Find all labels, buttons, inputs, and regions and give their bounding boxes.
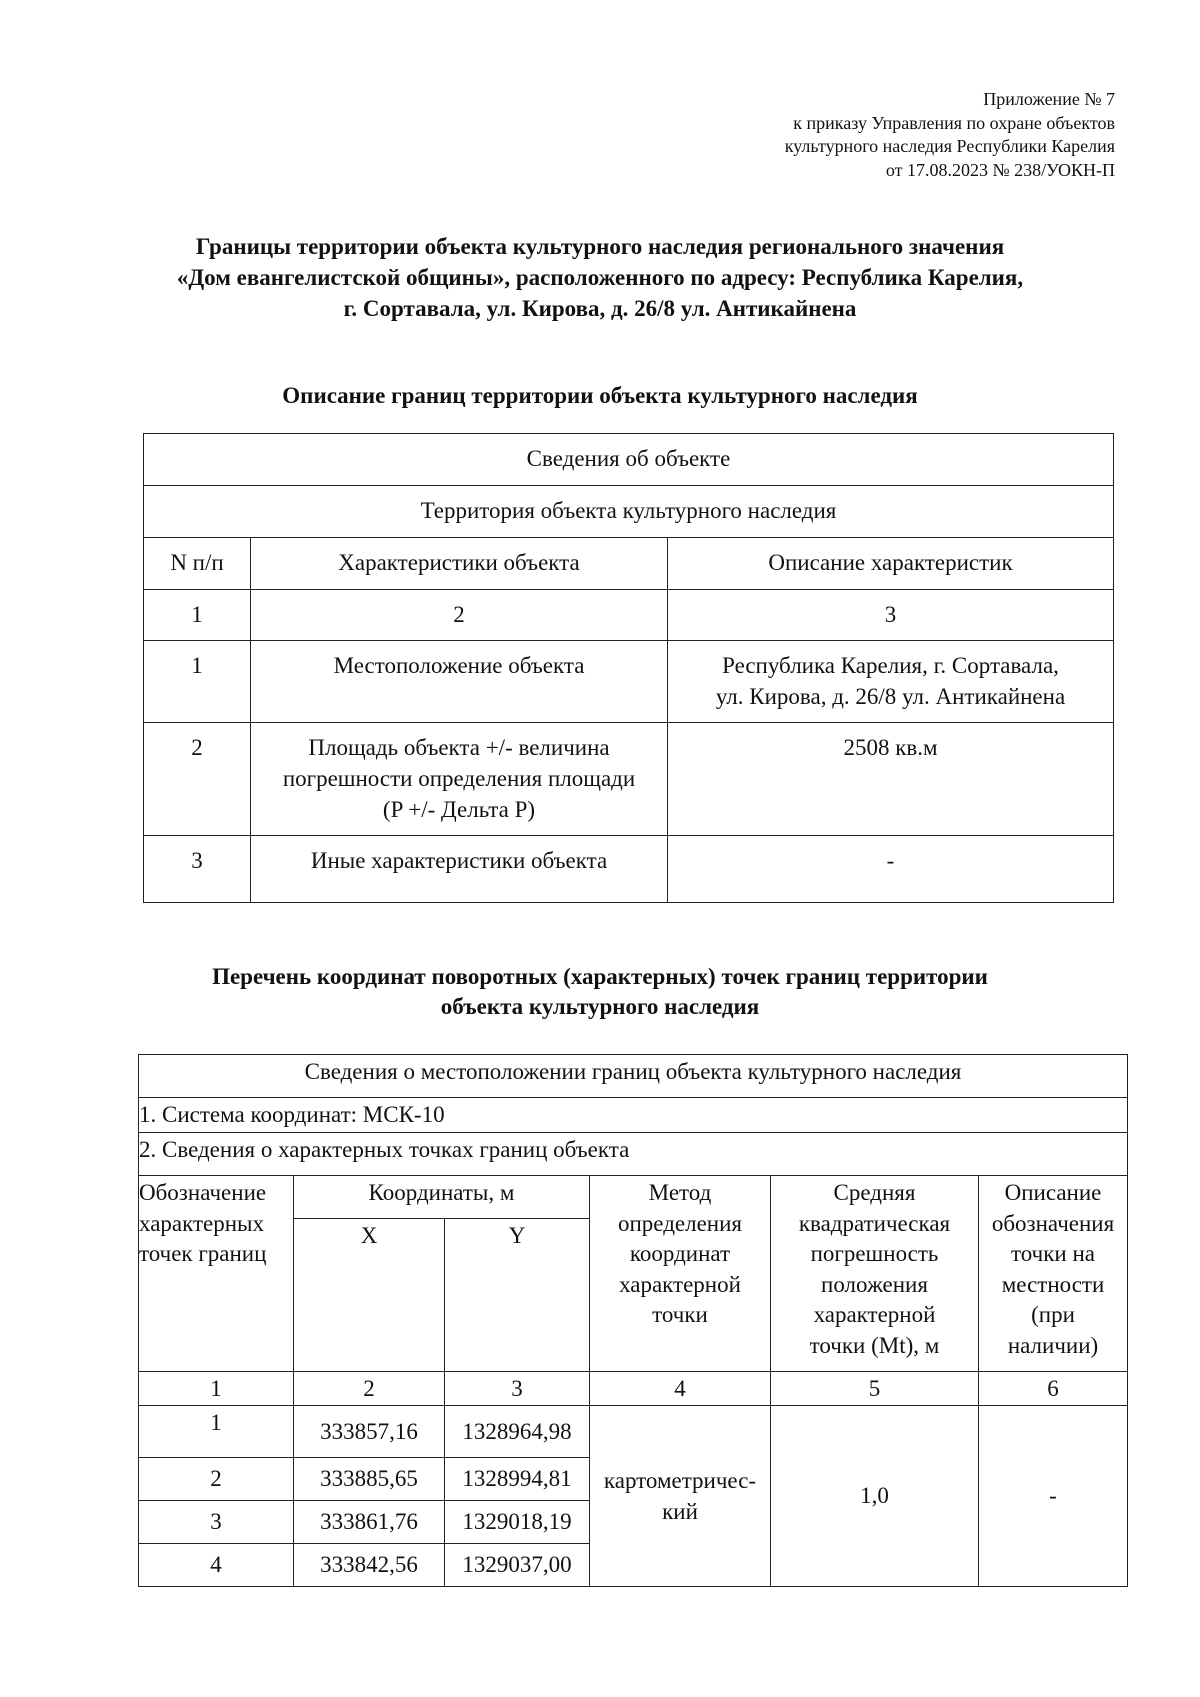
- text-line: погрешность: [810, 1241, 939, 1266]
- object-info-table: [143, 433, 1114, 903]
- table-row: [139, 1405, 1128, 1457]
- column-header-method: [590, 1176, 771, 1372]
- point-x: 333857,16: [294, 1405, 445, 1457]
- text-line: Площадь объекта +/- величина: [308, 735, 610, 760]
- point-number: 3: [139, 1500, 294, 1543]
- point-number: 2: [139, 1457, 294, 1500]
- description-cell: -: [979, 1405, 1128, 1586]
- column-index: 2: [251, 590, 668, 641]
- points-info-header: 2. Сведения о характерных точках границ объекта: [139, 1133, 1128, 1176]
- text-line: (при: [1031, 1302, 1075, 1327]
- column-index: 4: [590, 1372, 771, 1406]
- point-x: 333842,56: [294, 1543, 445, 1586]
- table-row: [144, 723, 1114, 836]
- text-line: (P +/- Дельта P): [382, 797, 536, 822]
- row-number: 1: [144, 641, 251, 723]
- text-line: Описание: [1004, 1180, 1102, 1205]
- text-line: погрешности определения площади: [282, 766, 636, 791]
- title-line: г. Сортавала, ул. Кирова, д. 26/8 ул. Антикайнена: [343, 296, 857, 321]
- coordinates-table: [138, 1054, 1128, 1587]
- title-line: объекта культурного наследия: [440, 994, 760, 1019]
- column-header-characteristic: Характеристики объекта: [251, 538, 668, 590]
- title-line: Перечень координат поворотных (характерных) точек границ территории: [212, 964, 988, 989]
- text-line: Средняя: [833, 1180, 916, 1205]
- text-line: Местоположение объекта: [333, 653, 585, 678]
- appendix-line: Приложение № 7: [983, 89, 1115, 109]
- text-line: наличии): [1007, 1332, 1099, 1358]
- row-description: [668, 641, 1114, 723]
- text-line: характерной: [619, 1271, 741, 1297]
- column-index: 6: [979, 1372, 1128, 1406]
- row-characteristic: [251, 641, 668, 723]
- text-line: Иные характеристики объекта: [310, 848, 608, 873]
- table-row: [144, 641, 1114, 723]
- appendix-note: [785, 88, 1115, 182]
- point-number: 4: [139, 1543, 294, 1586]
- document-title: [100, 231, 1100, 324]
- row-characteristic: [251, 723, 668, 836]
- text-line: кий: [662, 1498, 698, 1524]
- column-index: 3: [445, 1372, 590, 1406]
- coordinates-table-header: Сведения о местоположении границ объекта культурного наследия: [139, 1055, 1128, 1098]
- coordinate-system: 1. Система координат: МСК-10: [139, 1098, 1128, 1133]
- point-y: 1329018,19: [445, 1500, 590, 1543]
- text-line: 2508 кв.м: [843, 735, 938, 760]
- text-line: точек границ: [139, 1241, 267, 1266]
- point-y: 1328994,81: [445, 1457, 590, 1500]
- column-header-designation: [139, 1176, 294, 1372]
- table-row: [144, 836, 1114, 903]
- section1-title: Описание границ территории объекта культурного наследия: [282, 383, 918, 408]
- point-y: 1328964,98: [445, 1405, 590, 1457]
- title-line: Границы территории объекта культурного наследия регионального значения: [195, 234, 1005, 259]
- table-header-object: Сведения об объекте: [144, 434, 1114, 486]
- point-x: 333861,76: [294, 1500, 445, 1543]
- column-header-coordinates: Координаты, м: [294, 1176, 590, 1219]
- error-cell: 1,0: [771, 1405, 979, 1586]
- text-line: Метод: [648, 1180, 712, 1205]
- section2-title: [100, 962, 1100, 1022]
- text-line: Обозначение: [139, 1180, 267, 1205]
- method-cell: [590, 1405, 771, 1586]
- column-header-description: Описание характеристик: [668, 538, 1114, 590]
- column-header-x: X: [294, 1219, 445, 1372]
- row-number: 3: [144, 836, 251, 903]
- column-header-error: [771, 1176, 979, 1372]
- text-line: характерной: [813, 1302, 936, 1327]
- appendix-line: к приказу Управления по охране объектов: [793, 112, 1115, 133]
- column-index: 1: [144, 590, 251, 641]
- column-index: 2: [294, 1372, 445, 1406]
- text-line: определения: [617, 1210, 742, 1236]
- text-line: характерных: [139, 1210, 265, 1236]
- table-header-territory: Территория объекта культурного наследия: [144, 486, 1114, 538]
- column-header-description: [979, 1176, 1128, 1372]
- column-header-y: Y: [445, 1219, 590, 1372]
- row-description: [668, 836, 1114, 903]
- text-line: ул. Кирова, д. 26/8 ул. Антикайнена: [715, 684, 1066, 709]
- text-line: положения: [821, 1271, 928, 1297]
- text-line: точки на: [1011, 1241, 1095, 1266]
- text-line: -: [886, 848, 895, 873]
- text-line: обозначения: [991, 1210, 1115, 1236]
- row-number: 2: [144, 723, 251, 836]
- appendix-line: культурного наследия Республики Карелия: [784, 136, 1115, 156]
- column-index: 3: [668, 590, 1114, 641]
- column-header-number: N п/п: [144, 538, 251, 590]
- text-line: координат: [629, 1241, 731, 1266]
- row-characteristic: [251, 836, 668, 903]
- text-line: картометричес-: [603, 1468, 757, 1493]
- text-line: квадратическая: [798, 1210, 951, 1236]
- column-index: 1: [139, 1372, 294, 1406]
- row-description: [668, 723, 1114, 836]
- text-line: точки: [652, 1302, 708, 1327]
- point-y: 1329037,00: [445, 1543, 590, 1586]
- text-line: точки (Mt), м: [809, 1332, 940, 1358]
- text-line: Республика Карелия, г. Сортавала,: [722, 653, 1059, 678]
- point-number: 1: [139, 1405, 294, 1457]
- title-line: «Дом евангелистской общины», расположенного по адресу: Республика Карелия,: [176, 265, 1024, 290]
- column-index: 5: [771, 1372, 979, 1406]
- text-line: местности: [1001, 1271, 1105, 1297]
- point-x: 333885,65: [294, 1457, 445, 1500]
- appendix-line: от 17.08.2023 № 238/УОКН-П: [885, 159, 1115, 180]
